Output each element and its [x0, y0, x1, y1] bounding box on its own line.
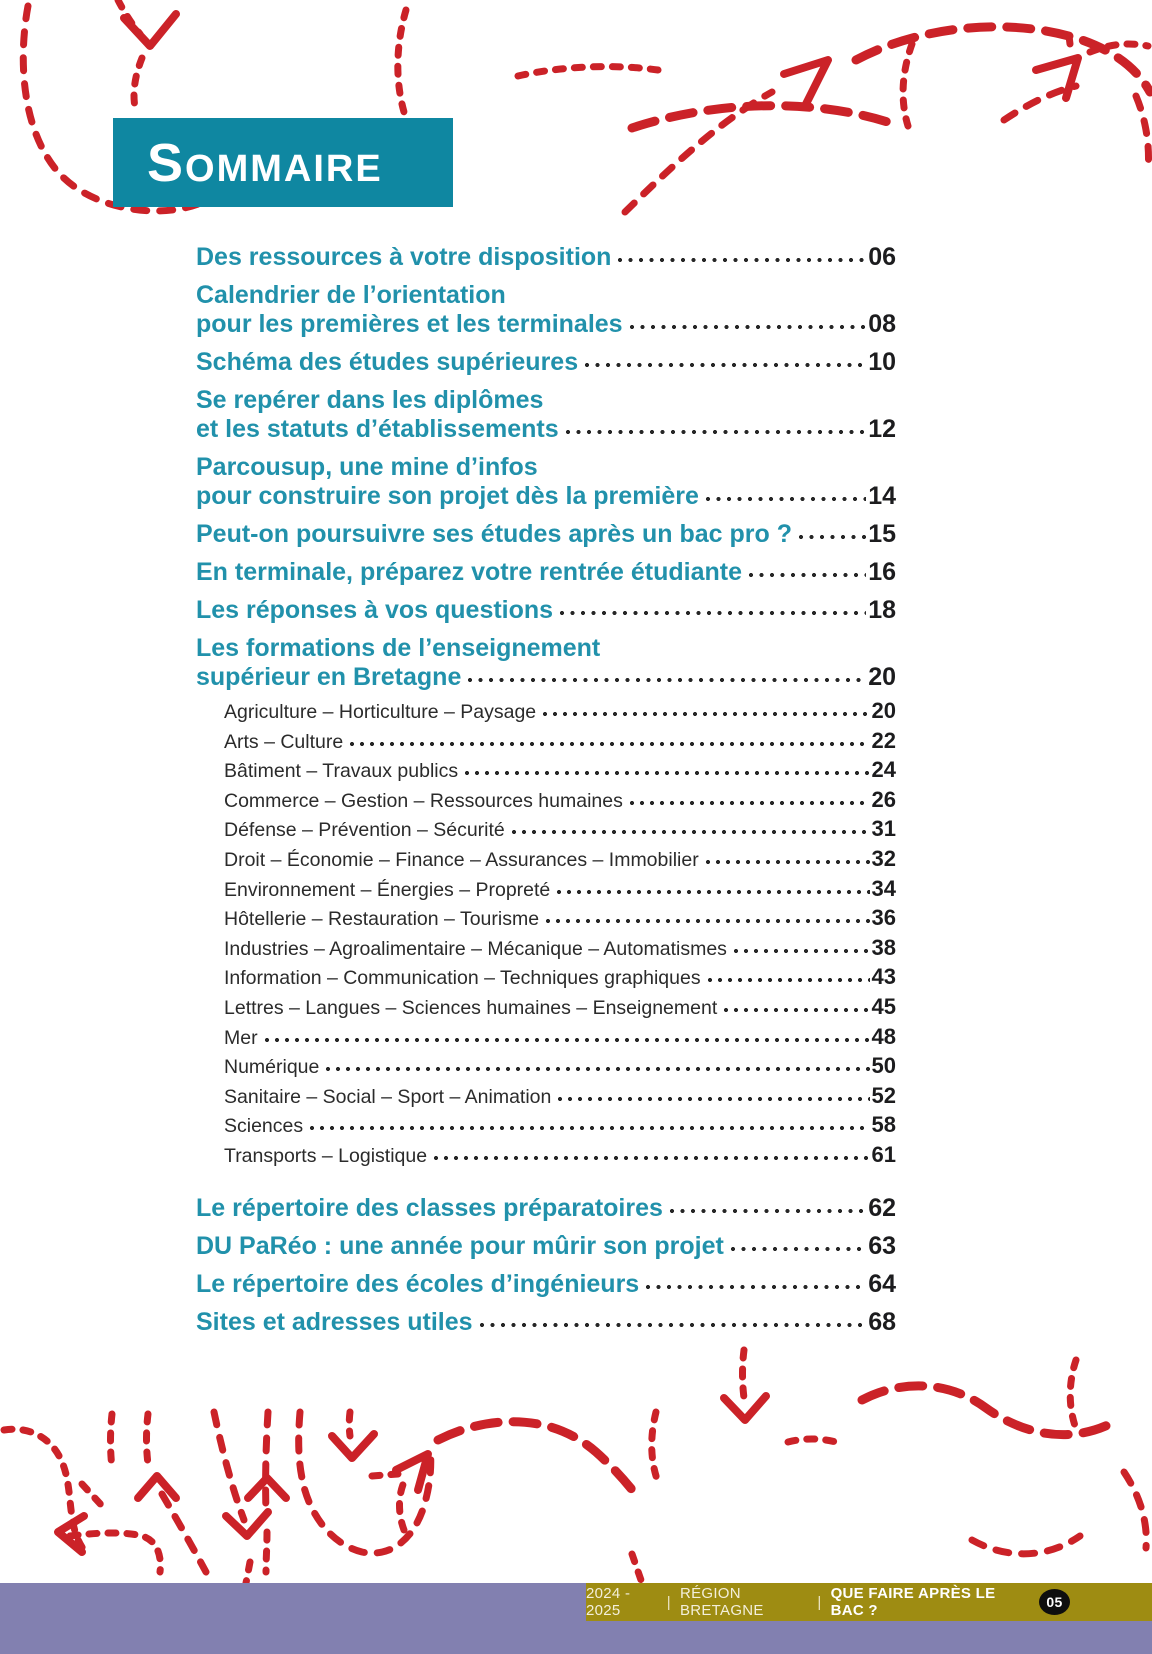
toc-page-number: 12	[868, 415, 896, 443]
toc-entry-label: Mer	[224, 1026, 258, 1049]
toc-page-number: 16	[868, 558, 896, 586]
toc-page-number: 50	[871, 1053, 896, 1079]
footer-region: RÉGION BRETAGNE	[679, 1585, 764, 1619]
toc-page-number: 62	[868, 1193, 896, 1222]
toc-page-number: 15	[868, 520, 896, 548]
toc-entry-label: En terminale, préparez votre rentrée étudiante	[196, 558, 743, 586]
toc-entry-label: DU PaRéo : une année pour mûrir son projet	[196, 1231, 724, 1260]
footer-bar	[0, 1583, 1152, 1654]
toc-entry-label: Droit – Économie – Finance – Assurances – Immobilier	[224, 848, 699, 871]
toc-page-number: 45	[871, 993, 896, 1019]
toc-entry	[196, 1270, 896, 1299]
toc-subentry	[224, 993, 896, 1023]
toc-page-number: 64	[868, 1269, 896, 1298]
toc-entry-label: Défense – Prévention – Sécurité	[224, 819, 505, 842]
toc-entry-label: Environnement – Énergies – Propreté	[224, 878, 551, 901]
toc-page-number: 24	[871, 757, 896, 783]
toc-page-number: 63	[868, 1231, 896, 1260]
toc-entry-label: Industries – Agroalimentaire – Mécanique – Automatismes	[224, 937, 727, 960]
toc-entry	[196, 520, 896, 549]
toc-entry	[196, 348, 896, 377]
toc-page-number: 43	[871, 964, 896, 990]
toc-subentry	[224, 963, 896, 993]
toc-entry-label: Information – Communication – Techniques graphiques	[224, 967, 701, 990]
toc-subentry	[224, 786, 896, 816]
toc-entry-label: Sciences	[224, 1115, 304, 1138]
toc-subentry	[224, 697, 896, 727]
toc-entry-label: pour construire son projet dès la première	[196, 482, 699, 510]
page-number-badge: 05	[1039, 1589, 1070, 1615]
toc-entry-label: et les statuts d’établissements	[196, 415, 559, 443]
toc-entry-label: Transports – Logistique	[224, 1144, 428, 1167]
footer-separator: |	[817, 1593, 822, 1611]
toc-entry-label: Lettres – Langues – Sciences humaines – Enseignement	[224, 996, 718, 1019]
toc-entry-label: pour les premières et les terminales	[196, 310, 623, 338]
toc-subentry	[224, 1023, 896, 1053]
page-title: Sommaire	[147, 132, 383, 193]
toc-page-number: 68	[868, 1307, 896, 1336]
toc-page-number: 38	[871, 934, 896, 960]
toc-page-number: 61	[871, 1141, 896, 1167]
toc-entry	[196, 1194, 896, 1223]
toc-entry-label: Des ressources à votre disposition	[196, 243, 612, 271]
toc-entry-label: Numérique	[224, 1056, 320, 1079]
toc-entry	[196, 243, 896, 272]
toc-entry-label: Le répertoire des classes préparatoires	[196, 1193, 663, 1222]
toc-entry-label: Hôtellerie – Restauration – Tourisme	[224, 908, 540, 931]
toc-entry	[196, 281, 896, 339]
toc-entry-label: Bâtiment – Travaux publics	[224, 760, 459, 783]
toc-page-number: 18	[868, 596, 896, 624]
toc-entry	[196, 596, 896, 625]
sommaire-header-box	[113, 118, 453, 207]
footer-separator: |	[666, 1593, 671, 1611]
toc-subentry	[224, 875, 896, 905]
toc-subentry	[224, 1111, 896, 1141]
toc-page-number: 14	[868, 482, 896, 510]
toc-entry-label: Agriculture – Horticulture – Paysage	[224, 701, 537, 723]
toc-entry-label: Commerce – Gestion – Ressources humaines	[224, 789, 623, 812]
toc-entry	[196, 1232, 896, 1261]
toc-page-number: 52	[871, 1082, 896, 1108]
toc-entry	[196, 386, 896, 444]
toc-subentry	[224, 1052, 896, 1082]
toc-entry-label: Sites et adresses utiles	[196, 1307, 473, 1336]
toc-page-number: 34	[871, 875, 896, 901]
toc-page-number: 08	[868, 310, 896, 338]
toc-subentry	[224, 727, 896, 757]
toc-subentry	[224, 934, 896, 964]
toc-page-number: 32	[871, 845, 896, 871]
toc-page-number: 31	[871, 816, 896, 842]
toc-entry	[196, 558, 896, 587]
toc-subentry	[224, 756, 896, 786]
toc-page-number: 20	[871, 698, 896, 723]
toc-entry-label-line: Parcousup, une mine d’infos	[196, 453, 538, 481]
toc-page-number: 48	[871, 1023, 896, 1049]
toc-entry-label-line: Les formations de l’enseignement	[196, 634, 601, 662]
toc-list	[196, 243, 896, 1337]
toc-entry	[196, 453, 896, 511]
toc-page-number: 58	[871, 1112, 896, 1138]
toc-entry-label: supérieur en Bretagne	[196, 663, 462, 691]
toc-subentry	[224, 1082, 896, 1112]
toc-page-number: 20	[868, 663, 896, 691]
toc-page-number: 26	[871, 786, 896, 812]
toc-page-number: 22	[871, 727, 896, 753]
toc-entry-label: Sanitaire – Social – Sport – Animation	[224, 1085, 552, 1108]
toc-entry-label: Schéma des études supérieures	[196, 348, 579, 376]
toc-page-number: 36	[871, 905, 896, 931]
toc-entry	[196, 1308, 896, 1337]
toc-page-number: 10	[868, 348, 896, 376]
toc-subentry	[224, 845, 896, 875]
dashed-arrows-decoration-bottom	[0, 1336, 1152, 1584]
toc-entry-label: Le répertoire des écoles d’ingénieurs	[196, 1269, 640, 1298]
footer-olive-band	[586, 1583, 1152, 1621]
toc-entry-label: Peut-on poursuivre ses études après un bac pro ?	[196, 520, 792, 548]
toc-entry-label: Les réponses à vos questions	[196, 596, 554, 624]
toc-entry-label-line: Calendrier de l’orientation	[196, 281, 506, 309]
toc-subentry	[224, 904, 896, 934]
toc-entry-label-line: Se repérer dans les diplômes	[196, 386, 544, 414]
toc-entry-label: Arts – Culture	[224, 730, 344, 753]
toc-page-number: 06	[868, 243, 896, 271]
toc-subentry	[224, 1141, 896, 1171]
footer-publication-title: QUE FAIRE APRÈS LE BAC ?	[830, 1585, 996, 1619]
toc-subentry	[224, 815, 896, 845]
footer-edition: 2024 - 2025	[586, 1585, 631, 1619]
toc-entry	[196, 634, 896, 692]
